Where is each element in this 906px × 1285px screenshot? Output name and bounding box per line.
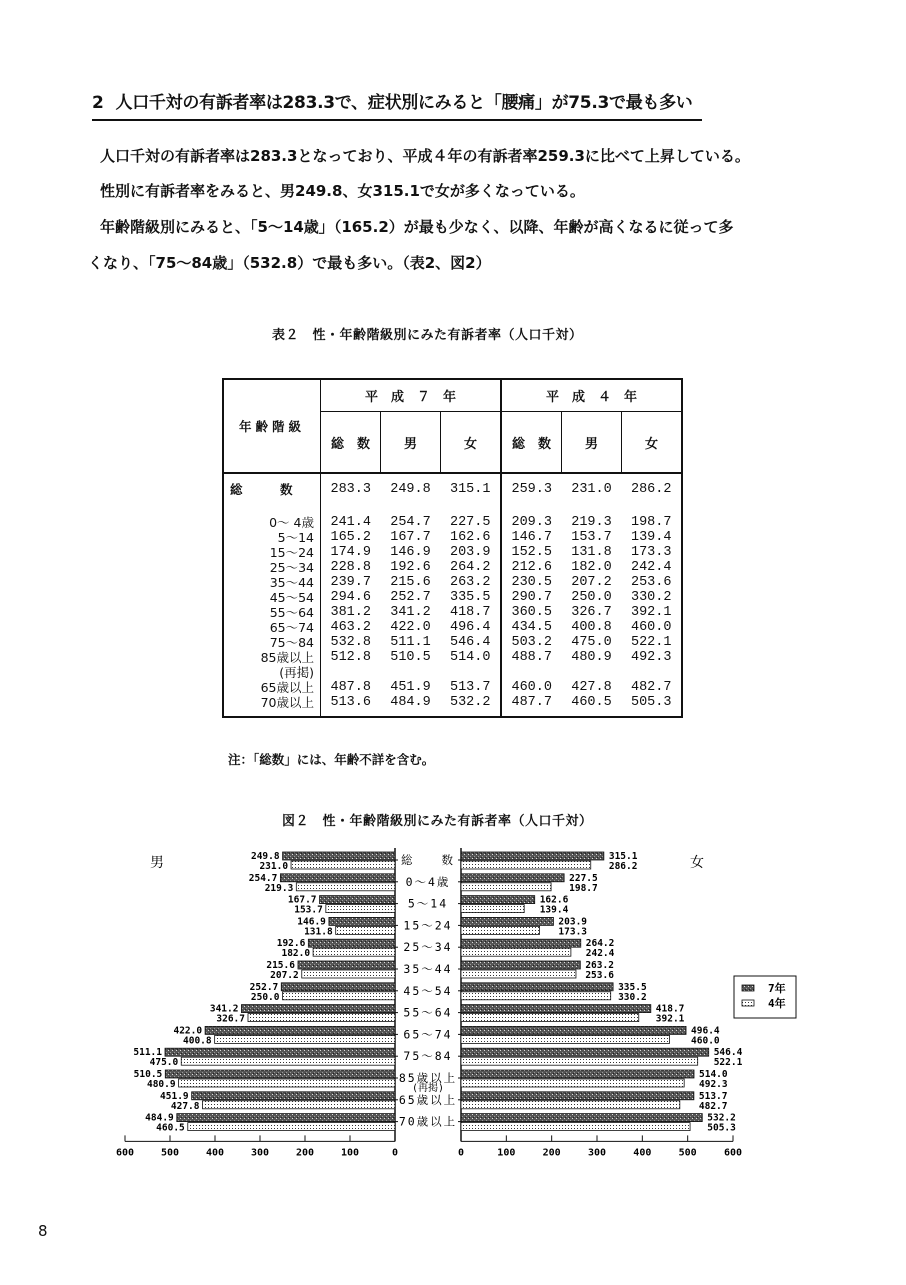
- cell-value: 230.5: [501, 575, 562, 590]
- bar-female-h4: [461, 1035, 670, 1043]
- data-label-female-h4: 505.3: [707, 1122, 736, 1134]
- bar-female-h4: [461, 1101, 680, 1109]
- table-row: [223, 560, 682, 575]
- group-header-h7: 平 成 ７ 年: [321, 379, 502, 412]
- data-label-female-h4: 198.7: [569, 882, 598, 894]
- cell-value: 139.4: [630, 530, 672, 545]
- row-label: 70歳以上: [260, 695, 314, 710]
- bar-female-h4: [461, 905, 524, 913]
- cell-value: 330.2: [630, 590, 672, 605]
- cell-value: 263.2: [449, 575, 491, 590]
- row-label: 55〜64: [269, 605, 314, 620]
- data-label-female-h4: 139.4: [539, 904, 569, 916]
- cell-value: 294.6: [321, 590, 381, 605]
- cell-value: 434.5: [501, 620, 562, 635]
- left-panel-label: 男: [150, 855, 164, 871]
- bar-male-h4: [302, 970, 395, 978]
- bar-male-h7: [308, 939, 395, 947]
- bar-female-h4: [461, 883, 551, 891]
- category-label: 65〜74: [403, 1027, 453, 1042]
- section-number: 2: [92, 93, 104, 113]
- bar-male-h4: [313, 948, 395, 956]
- cell-value: 198.7: [630, 515, 672, 530]
- cell-value: 341.2: [390, 605, 431, 620]
- right-tick-label: 100: [497, 1147, 516, 1159]
- bar-male-h4: [181, 1057, 395, 1065]
- table-row: [223, 665, 682, 680]
- row-label: 5〜14: [277, 530, 314, 545]
- data-label-male-h7: 252.7: [249, 981, 279, 993]
- bar-female-h7: [461, 939, 581, 947]
- cell-value: 192.6: [390, 560, 431, 575]
- bar-male-h4: [291, 861, 395, 869]
- right-tick-label: 200: [542, 1147, 561, 1159]
- cell-value: 326.7: [571, 605, 612, 620]
- cell-value: 532.2: [449, 695, 491, 710]
- cell-value: 174.9: [321, 545, 381, 560]
- cell-value: 173.3: [630, 545, 672, 560]
- legend-label-1: 4年: [768, 997, 786, 1010]
- bar-female-h7: [461, 874, 564, 882]
- paragraph-1: 人口千対の有訴者率は283.3となっており、平成４年の有訴者率259.3に比べて上昇している。: [100, 147, 750, 165]
- category-label: 70歳以上: [398, 1114, 458, 1129]
- data-label-male-h4: 219.3: [264, 882, 294, 894]
- data-label-female-h7: 264.2: [585, 938, 615, 950]
- bar-female-h7: [461, 1092, 694, 1100]
- category-note: (再掲): [411, 1082, 445, 1094]
- bar-female-h7: [461, 961, 580, 969]
- cell-value: 510.5: [390, 650, 431, 665]
- data-label-female-h4: 253.6: [585, 970, 614, 981]
- bar-female-h4: [461, 1014, 639, 1022]
- data-label-male-h7: 192.6: [276, 938, 306, 950]
- cell-value: [622, 665, 683, 680]
- cell-value: 496.4: [449, 620, 491, 635]
- cell-value: 460.0: [630, 620, 672, 635]
- left-tick-label: 600: [115, 1147, 135, 1159]
- bar-female-h7: [461, 896, 535, 904]
- cell-value: [562, 665, 622, 680]
- table-row: [223, 635, 682, 650]
- bar-male-h4: [326, 905, 395, 913]
- data-label-male-h7: 422.0: [173, 1025, 203, 1037]
- legend-swatch-0: [742, 985, 754, 991]
- bar-female-h4: [461, 926, 540, 934]
- legend-label-0: 7年: [768, 982, 786, 995]
- cell-value: 460.0: [501, 680, 562, 695]
- data-label-female-h7: 263.2: [585, 960, 614, 971]
- category-label: 55〜64: [403, 1005, 453, 1020]
- table-row: [223, 590, 682, 605]
- bar-male-h4: [296, 883, 395, 891]
- bar-female-h4: [461, 1079, 684, 1087]
- cell-value: 203.9: [449, 545, 491, 560]
- cell-value: 219.3: [571, 515, 612, 530]
- bar-male-h4: [283, 992, 396, 1000]
- row-label: 0〜 4歳: [269, 515, 314, 530]
- row-label: (再掲): [279, 665, 314, 680]
- category-label: 45〜54: [403, 983, 453, 998]
- cell-value: 131.8: [571, 545, 612, 560]
- left-tick-label: 200: [295, 1147, 315, 1159]
- sub-header-4: 男: [562, 412, 622, 473]
- bar-male-h7: [281, 983, 395, 991]
- bar-female-h7: [461, 1070, 694, 1078]
- cell-value: 480.9: [571, 650, 612, 665]
- cell-value: [441, 665, 502, 680]
- data-label-female-h7: 203.9: [558, 916, 588, 928]
- cell-value: 503.2: [501, 635, 562, 650]
- table-note: 注：「総数」には、年齢不詳を含む。: [228, 752, 435, 767]
- bar-female-h7: [461, 1026, 686, 1034]
- category-label: 85歳以上: [398, 1071, 458, 1085]
- cell-value: 153.7: [571, 530, 612, 545]
- category-label: 35〜44: [403, 962, 453, 976]
- cell-value: 152.5: [501, 545, 562, 560]
- cell-value: 492.3: [630, 650, 672, 665]
- row-label: 15〜24: [269, 545, 314, 560]
- table-caption: 表２ 性・年齢階級別にみた有訴者率（人口千対）: [272, 328, 583, 343]
- cell-value: 162.6: [449, 530, 491, 545]
- data-label-male-h4: 326.7: [216, 1013, 245, 1025]
- bar-female-h7: [461, 1005, 651, 1013]
- cell-value: 249.8: [390, 482, 431, 497]
- cell-value: 315.1: [449, 482, 491, 497]
- bar-female-h7: [461, 983, 613, 991]
- legend-box: [734, 976, 796, 1018]
- cell-value: 546.4: [449, 635, 491, 650]
- data-label-male-h4: 231.0: [259, 861, 289, 872]
- table-row: [223, 511, 682, 530]
- data-label-male-h4: 480.9: [146, 1079, 176, 1090]
- row-label: 75〜84: [269, 635, 314, 650]
- data-label-female-h4: 286.2: [608, 861, 638, 872]
- data-label-male-h7: 167.7: [287, 894, 317, 906]
- data-label-female-h7: 496.4: [691, 1025, 720, 1037]
- cell-value: 482.7: [630, 680, 672, 695]
- left-tick-label: 100: [340, 1147, 360, 1159]
- section-title: 人口千対の有訴者率は283.3で、症状別にみると「腰痛」が75.3で最も多い: [115, 93, 693, 113]
- bar-male-h7: [283, 852, 395, 860]
- row-label: 65〜74: [269, 620, 314, 635]
- bar-female-h4: [461, 861, 591, 869]
- bar-male-h4: [179, 1079, 395, 1087]
- cell-value: 165.2: [321, 530, 381, 545]
- data-label-female-h4: 482.7: [698, 1100, 728, 1112]
- cell-value: 167.7: [390, 530, 431, 545]
- cell-value: 253.6: [630, 575, 672, 590]
- bar-male-h4: [215, 1035, 395, 1043]
- row-label: 65歳以上: [260, 680, 314, 695]
- table-row: [223, 605, 682, 620]
- data-label-female-h4: 522.1: [713, 1057, 743, 1069]
- right-tick-label: 500: [678, 1147, 697, 1159]
- bar-female-h4: [461, 948, 571, 956]
- data-label-male-h7: 254.7: [248, 872, 278, 884]
- cell-value: 484.9: [390, 695, 431, 710]
- bar-male-h7: [165, 1070, 395, 1078]
- table-row-total: [223, 473, 682, 511]
- sub-header-0: 総 数: [321, 412, 381, 473]
- sub-header-5: 女: [622, 412, 683, 473]
- data-label-female-h7: 227.5: [569, 872, 598, 884]
- cell-value: 400.8: [571, 620, 612, 635]
- section-heading: [92, 88, 702, 121]
- data-label-male-h7: 341.2: [209, 1003, 239, 1015]
- butterfly-bar-chart: [0, 830, 906, 1190]
- cell-value: 228.8: [321, 560, 381, 575]
- cell-value: 418.7: [449, 605, 491, 620]
- data-label-female-h7: 162.6: [539, 894, 569, 906]
- cell-value: 488.7: [501, 650, 562, 665]
- cell-value: 532.8: [321, 635, 381, 650]
- data-label-female-h4: 492.3: [699, 1079, 728, 1090]
- cell-value: 283.3: [321, 473, 381, 511]
- bar-male-h7: [165, 1048, 395, 1056]
- row-label: 85歳以上: [260, 650, 314, 665]
- cell-value: 487.7: [501, 695, 562, 717]
- data-label-female-h7: 315.1: [608, 851, 638, 862]
- data-label-male-h7: 146.9: [297, 916, 326, 928]
- data-label-female-h4: 173.3: [558, 926, 588, 938]
- cell-value: 475.0: [571, 635, 612, 650]
- sub-header-3: 総 数: [501, 412, 562, 473]
- category-label: 0〜4歳: [405, 874, 451, 889]
- cell-value: 512.8: [321, 650, 381, 665]
- bar-female-h7: [461, 852, 604, 860]
- cell-value: 254.7: [390, 515, 431, 530]
- table-row: [223, 680, 682, 695]
- cell-value: 182.0: [571, 560, 612, 575]
- cell-value: 290.7: [501, 590, 562, 605]
- cell-value: 392.1: [630, 605, 672, 620]
- bar-male-h4: [248, 1014, 395, 1022]
- paragraph-3-line-2: くなり、「75〜84歳」（532.8）で最も多い。（表2、図2）: [88, 254, 491, 272]
- cell-value: 505.3: [630, 695, 672, 710]
- legend-swatch-1: [742, 1000, 754, 1006]
- left-tick-label: 300: [250, 1147, 270, 1159]
- right-tick-label: 300: [587, 1147, 607, 1159]
- table-row: [223, 620, 682, 635]
- left-tick-label: 400: [205, 1147, 225, 1159]
- category-label: 75〜84: [403, 1049, 453, 1064]
- bar-female-h4: [461, 1057, 698, 1065]
- right-tick-label: 400: [633, 1147, 652, 1159]
- data-label-male-h4: 460.5: [156, 1122, 185, 1134]
- data-label-female-h4: 242.4: [585, 948, 615, 960]
- cell-value: 146.7: [501, 530, 562, 545]
- left-tick-label: 0: [391, 1147, 399, 1159]
- data-label-male-h4: 207.2: [270, 970, 299, 981]
- cell-value: 463.2: [321, 620, 381, 635]
- data-label-female-h7: 513.7: [698, 1090, 728, 1102]
- data-label-male-h7: 510.5: [133, 1069, 163, 1080]
- table-row: [223, 575, 682, 590]
- cell-value: 252.7: [390, 590, 431, 605]
- sub-header-2: 女: [441, 412, 502, 473]
- bar-male-h7: [241, 1005, 395, 1013]
- bar-female-h4: [461, 1123, 690, 1131]
- cell-value: 513.6: [321, 695, 381, 717]
- data-label-female-h7: 514.0: [699, 1069, 728, 1080]
- row-label: 総 数: [230, 482, 293, 497]
- table-row: [223, 650, 682, 665]
- cell-value: 487.8: [321, 680, 381, 695]
- cell-value: 514.0: [449, 650, 491, 665]
- cell-value: 209.3: [501, 511, 562, 530]
- bar-female-h7: [461, 1114, 702, 1122]
- data-label-female-h7: 335.5: [618, 981, 647, 993]
- cell-value: 381.2: [321, 605, 381, 620]
- rate-table: [222, 378, 683, 718]
- cell-value: 335.5: [449, 590, 491, 605]
- bar-male-h7: [177, 1114, 395, 1122]
- cell-value: 360.5: [501, 605, 562, 620]
- cell-value: 215.6: [390, 575, 431, 590]
- data-label-female-h7: 532.2: [707, 1112, 736, 1124]
- page-number: 8: [38, 1222, 48, 1240]
- cell-value: 422.0: [390, 620, 431, 635]
- row-label: 45〜54: [269, 590, 314, 605]
- data-label-male-h7: 215.6: [266, 960, 295, 971]
- paragraph-3-line-1: 年齢階級別にみると、「5〜14歳」（165.2）が最も少なく、以降、年齢が高くなるに従って多: [100, 218, 734, 236]
- data-label-male-h7: 484.9: [145, 1112, 174, 1124]
- bar-male-h7: [298, 961, 395, 969]
- bar-male-h4: [202, 1101, 395, 1109]
- table-row: [223, 530, 682, 545]
- group-header-h4: 平 成 ４ 年: [501, 379, 682, 412]
- bar-female-h4: [461, 970, 576, 978]
- category-label: 総 数: [401, 853, 455, 867]
- category-label: 15〜24: [403, 918, 453, 933]
- cell-value: 522.1: [630, 635, 672, 650]
- bar-male-h4: [188, 1123, 395, 1131]
- cell-value: 250.0: [571, 590, 612, 605]
- bar-male-h7: [280, 874, 395, 882]
- table-row: [223, 695, 682, 717]
- paragraph-2: 性別に有訴者率をみると、男249.8、女315.1で女が多くなっている。: [100, 182, 585, 200]
- category-label: 5〜14: [407, 896, 449, 911]
- data-label-female-h4: 330.2: [618, 991, 647, 1003]
- cell-value: 146.9: [390, 545, 431, 560]
- cell-value: 264.2: [449, 560, 491, 575]
- data-label-female-h7: 418.7: [655, 1003, 685, 1015]
- cell-value: 207.2: [571, 575, 612, 590]
- data-label-male-h4: 475.0: [149, 1057, 179, 1069]
- sub-header-1: 男: [381, 412, 441, 473]
- table-row: [223, 545, 682, 560]
- bar-male-h7: [205, 1026, 395, 1034]
- data-label-female-h4: 392.1: [655, 1013, 685, 1025]
- data-label-male-h4: 250.0: [250, 991, 280, 1003]
- cell-value: 239.7: [321, 575, 381, 590]
- right-panel-label: 女: [690, 855, 704, 871]
- chart-caption: 図２ 性・年齢階級別にみた有訴者率（人口千対）: [282, 814, 593, 829]
- data-label-male-h4: 400.8: [183, 1035, 212, 1047]
- cell-value: [381, 665, 441, 680]
- cell-value: 231.0: [571, 482, 612, 497]
- bar-male-h4: [336, 926, 395, 934]
- bar-female-h4: [461, 992, 611, 1000]
- data-label-female-h4: 460.0: [691, 1035, 720, 1047]
- row-label: 25〜34: [269, 560, 314, 575]
- cell-value: 242.4: [630, 560, 672, 575]
- cell-value: 286.2: [630, 482, 672, 497]
- right-tick-label: 0: [457, 1147, 465, 1159]
- right-tick-label: 600: [723, 1147, 743, 1159]
- cell-value: [501, 665, 562, 680]
- category-label: 65歳以上: [398, 1092, 458, 1107]
- age-class-header: 年齢階級: [223, 379, 321, 473]
- left-tick-label: 500: [160, 1147, 180, 1159]
- cell-value: [321, 665, 381, 680]
- cell-value: 212.6: [501, 560, 562, 575]
- cell-value: 259.3: [501, 473, 562, 511]
- bar-female-h7: [461, 917, 553, 925]
- data-label-male-h4: 427.8: [170, 1100, 200, 1112]
- data-label-male-h7: 451.9: [160, 1090, 189, 1102]
- cell-value: 227.5: [449, 515, 491, 530]
- cell-value: 451.9: [390, 680, 431, 695]
- data-label-male-h7: 511.1: [133, 1047, 163, 1059]
- bar-female-h7: [461, 1048, 709, 1056]
- data-label-male-h4: 182.0: [281, 948, 311, 960]
- data-label-male-h7: 249.8: [250, 851, 280, 862]
- data-label-male-h4: 153.7: [294, 904, 323, 916]
- bar-male-h7: [192, 1092, 395, 1100]
- row-label: 35〜44: [269, 575, 314, 590]
- data-label-male-h4: 131.8: [304, 926, 333, 938]
- cell-value: 460.5: [571, 695, 612, 710]
- cell-value: 241.4: [321, 511, 381, 530]
- cell-value: 511.1: [390, 635, 431, 650]
- category-label: 25〜34: [403, 940, 453, 955]
- cell-value: 513.7: [449, 680, 491, 695]
- cell-value: 427.8: [571, 680, 612, 695]
- data-label-female-h7: 546.4: [713, 1047, 743, 1059]
- bar-male-h7: [320, 896, 395, 904]
- bar-male-h7: [329, 917, 395, 925]
